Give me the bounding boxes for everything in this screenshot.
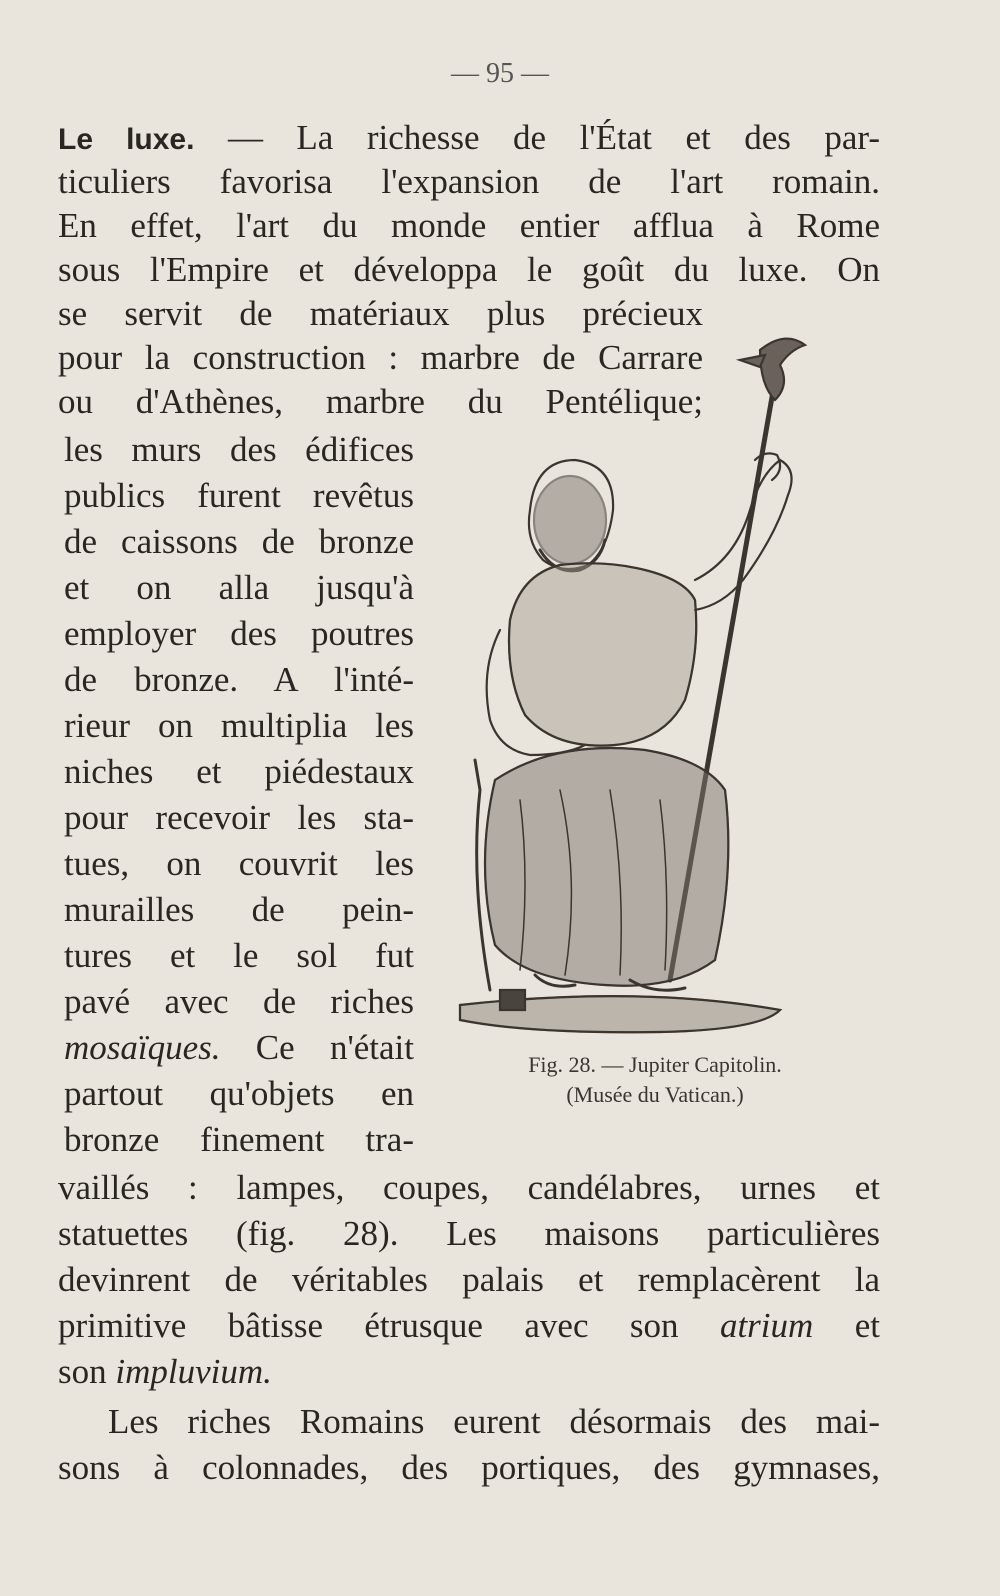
text-line: rieur on multiplia les (64, 706, 414, 745)
text-line: pour recevoir les sta- (64, 798, 414, 837)
text-line (64, 1026, 414, 1070)
text-line: pavé avec de riches (64, 982, 414, 1021)
text-line: se servit de matériaux plus précieux (58, 294, 703, 333)
italic-term: atrium (719, 1306, 814, 1345)
text-span: primitive bâtisse étrusque avec son (58, 1306, 720, 1345)
text-line: bronze finement tra- (64, 1120, 414, 1159)
text-line: murailles de pein- (64, 890, 414, 929)
text-line: devinrent de véritables palais et remplacèrent la (58, 1260, 880, 1299)
text-span: son (58, 1352, 116, 1391)
paragraph-first-line: Les riches Romains eurent désormais des mai- (108, 1402, 880, 1441)
italic-term: mosaïques. (64, 1028, 221, 1067)
section-heading: Le luxe. (58, 123, 195, 156)
text-span: Ce n'était (220, 1028, 414, 1067)
jupiter-statue-illustration (440, 320, 870, 1040)
text-line: tues, on couvrit les (64, 844, 414, 883)
figure-source: (Musée du Vatican.) (566, 1082, 744, 1107)
text-line: sous l'Empire et développa le goût du luxe. On (58, 250, 880, 289)
text-line: pour la construction : marbre de Carrare (58, 338, 703, 377)
text-line (58, 1304, 880, 1348)
text-line: sons à colonnades, des portiques, des gymnases, (58, 1448, 880, 1487)
text-span: et (813, 1306, 880, 1345)
text-line: employer des poutres (64, 614, 414, 653)
text-line: de caissons de bronze (64, 522, 414, 561)
text-line (58, 1350, 880, 1394)
text-line (58, 116, 880, 162)
text-line: vaillés : lampes, coupes, candélabres, urnes et (58, 1168, 880, 1207)
text-line: ou d'Athènes, marbre du Pentélique; (58, 382, 703, 421)
text-line: tures et le sol fut (64, 936, 414, 975)
text-line: de bronze. A l'inté- (64, 660, 414, 699)
italic-term: impluvium. (115, 1352, 272, 1391)
text-line: statuettes (fig. 28). Les maisons particulières (58, 1214, 880, 1253)
text-line: ticuliers favorisa l'expansion de l'art romain. (58, 162, 880, 201)
text-line: les murs des édifices (64, 430, 414, 469)
page-number: — 95 — (451, 58, 549, 89)
text-span: — La richesse de l'État et des par- (194, 118, 880, 157)
text-line: En effet, l'art du monde entier afflua à Rome (58, 206, 880, 245)
text-line: partout qu'objets en (64, 1074, 414, 1113)
text-line: et on alla jusqu'à (64, 568, 414, 607)
figure-caption: Fig. 28. — Jupiter Capitolin. (528, 1052, 782, 1077)
text-line: publics furent revêtus (64, 476, 414, 515)
text-line: niches et piédestaux (64, 752, 414, 791)
